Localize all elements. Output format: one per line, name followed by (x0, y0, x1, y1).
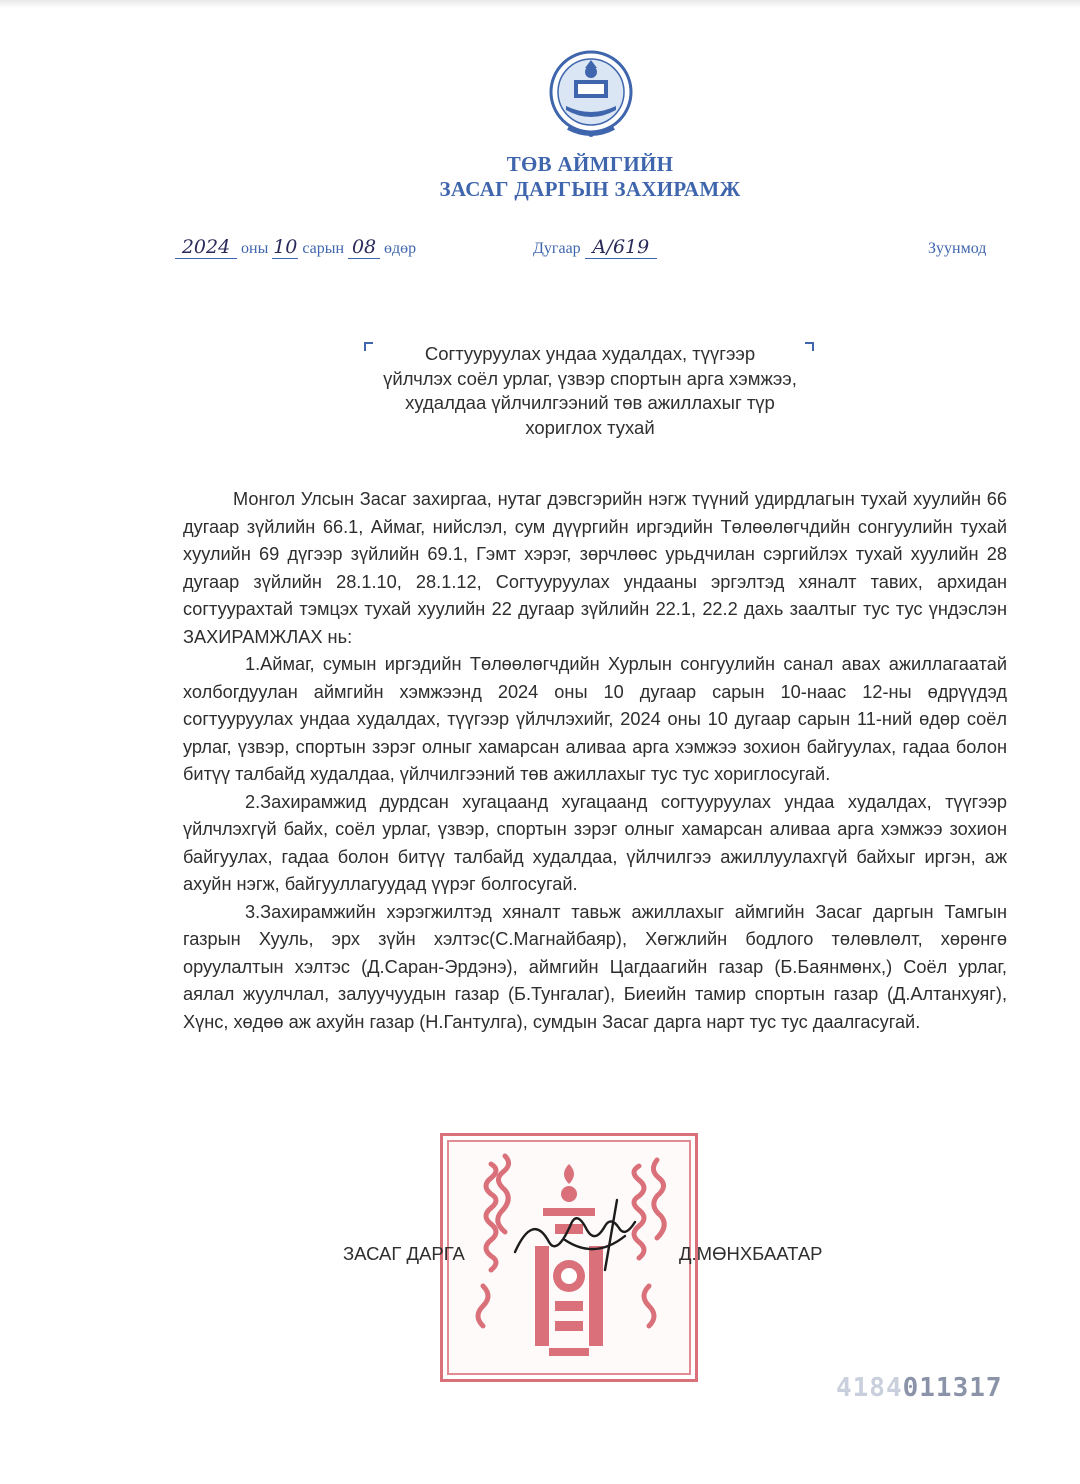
date-day-suffix: өдөр (380, 240, 417, 257)
date-day: 08 (348, 236, 380, 259)
subject-line-3: худалдаа үйлчилгээний төв ажиллахыг түр (405, 392, 775, 413)
date-month: 10 (273, 236, 298, 258)
number-label: Дугаар (533, 240, 585, 257)
scan-edge (0, 0, 1080, 8)
document-date (175, 236, 416, 259)
signatory-name: Д.МӨНХБААТАР (679, 1243, 823, 1264)
state-emblem-icon (548, 48, 634, 140)
document-subject (290, 342, 890, 440)
serial-number-strong: 011317 (902, 1373, 1003, 1403)
order-item-1: 1.Аймаг, сумын иргэдийн Төлөөлөгчдийн Хурлын сонгуулийн санал авах ажиллагаатай холбогдуулан аймгийн хэмжээнд 2024 оны 10 дугаар сарын 10-наас 12-ны өдрүүдэд согтууруулах ундаа худалдах, түүгээр үйлчлэхийг, 2024 оны 10 дугаар сарын 11-ний өдөр соёл урлаг, үзвэр, спортын зэрэг олныг хамарсан аливаа арга хэмжээ зохион байгуулах, гадаа болон битүү талбайд худалдаа, үйлчилгээний төв ажиллахыг тус тус хориглосугай. (183, 654, 1007, 784)
subject-line-2: үйлчлэх соёл урлаг, үзвэр спортын арга хэмжээ, (383, 367, 797, 389)
signatory-title: ЗАСАГ ДАРГА (343, 1243, 465, 1264)
document-body (183, 486, 1007, 1036)
meta-row (0, 236, 1080, 270)
number-value: А/619 (585, 236, 657, 259)
subject-line-4: хориглох тухай (525, 416, 655, 438)
document-number (533, 236, 657, 259)
order-item-2: 2.Захирамжид дурдсан хугацаанд хугацаанд согтууруулах ундаа худалдах, түүгээр үйлчлэхгүй байх, соёл урлаг, үзвэр, спортын зэрэг олныг хамарсан аливаа арга хэмжээ зохион байгуулах, гадаа болон битүү талбайд худалдаа, үйлчилгээ ажиллуулахгүй байхыг иргэн, аж ахуйн нэгж, байгууллагуудад үүрэг болгосугай. (183, 791, 1007, 894)
subject-line-1: Согтууруулах ундаа худалдах, түүгээр (424, 343, 756, 364)
handwritten-signature (505, 1190, 665, 1280)
header-line-2: ЗАСАГ ДАРГЫН ЗАХИРАМЖ (439, 177, 741, 201)
date-month-suffix: сарын (298, 240, 349, 257)
document-place: Зуунмод (928, 240, 987, 257)
serial-number (836, 1373, 1003, 1403)
serial-number-faint: 4184 (836, 1373, 903, 1403)
order-item-3: 3.Захирамжийн хэрэгжилтэд хяналт тавьж ажиллахыг аймгийн Засаг даргын Тамгын газрын Хууль, эрх зүйн хэлтэс(С.Магнайбаяр), Хөгжлийн бодлого төлөвлөлт, хөрөнгө оруулалтын хэлтэс (Д.Саран-Эрдэнэ), аймгийн Цагдаагийн газар (Б.Баянмөнх,) Соёл урлаг, аялал жуулчлал, залуучуудын газар (Б.Тунгалаг), Биеийн тамир спортын газар (Д.Алтанхуяг), Хүнс, хөдөө аж ахуйн газар (Н.Гантулга), сумдын Засаг дарга нарт тус тус даалгасугай. (183, 901, 1007, 1032)
document-header (0, 152, 1080, 202)
date-year: 2024 (175, 236, 237, 259)
date-year-suffix: оны (237, 240, 273, 257)
header-line-1: ТӨВ АЙМГИЙН (506, 152, 674, 176)
preamble-paragraph: Монгол Улсын Засаг захиргаа, нутаг дэвсгэрийн нэгж түүний удирдлагын тухай хуулийн 66 дугаар зүйлийн 66.1, Аймаг, нийслэл, сум дүүргийн иргэдийн Төлөөлөгчдийн сонгуулийн тухай хуулийн 69 дүгээр зүйлийн 69.1, Гэмт хэрэг, зөрчлөөс урьдчилан сэргийлэх тухай хуулийн 28 дугаар зүйлийн 28.1.10, 28.1.12, Согтууруулах ундааны эргэлтэд хяналт тавих, архидан согтуурахтай тэмцэх тухай хуулийн 22 дугаар зүйлийн 22.1, 22.2 дахь заалтыг тус тус үндэслэн ЗАХИРАМЖЛАХ нь: (183, 489, 1007, 647)
